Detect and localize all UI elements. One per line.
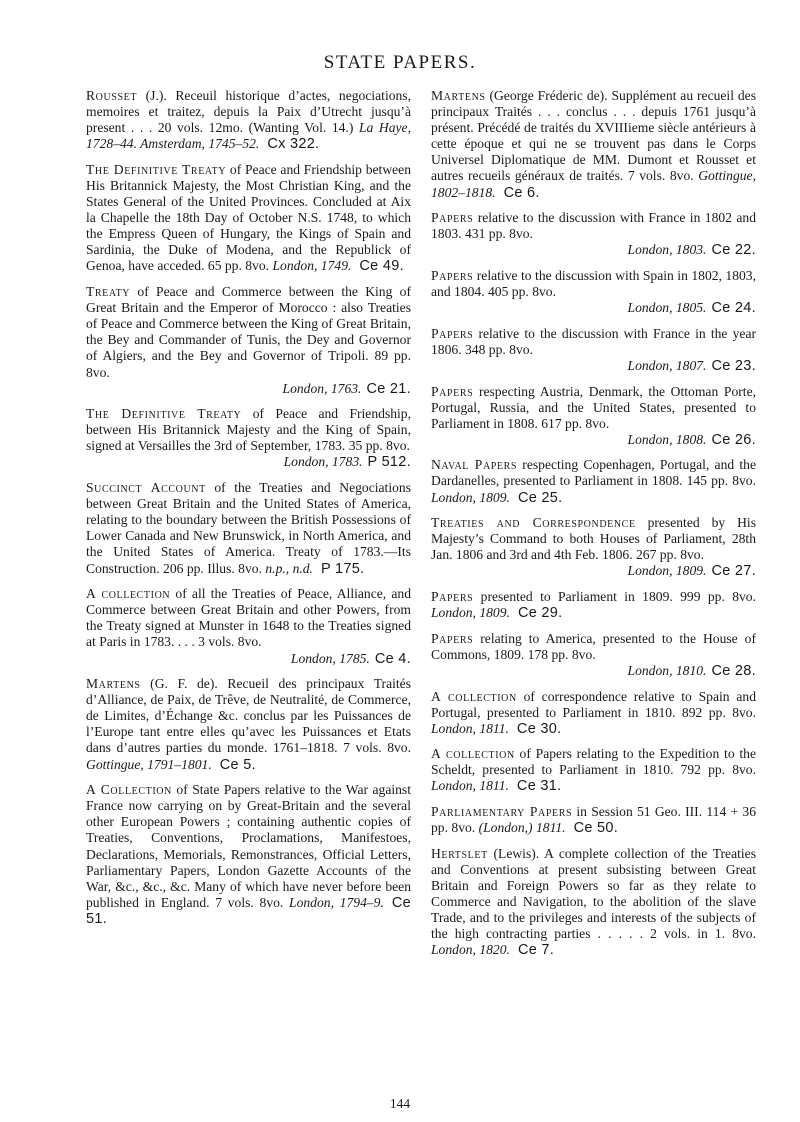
catalog-entry (86, 284, 411, 397)
entry-body: (George Fréderic de). Supplément au recueil des principaux Traités . . . conclus . . . depuis 1761 jusqu’à présent. Précédé de traités du XVIIIieme siècle antérieurs à cette époque et qui ne se trouvent pas dans le Corps Universel Diplomatique de MM. Dumont et Rousset et autres recueils généraux de traités. 7 vols. 8vo. (431, 88, 756, 184)
entry-imprint: London, 1749. (272, 258, 352, 274)
entry-imprint: London, 1808. (627, 431, 707, 447)
shelf-mark: Ce 23. (711, 357, 756, 374)
shelf-mark: Ce 21. (366, 380, 411, 397)
entry-lead: Treaties and Correspondence (431, 515, 636, 531)
catalog-entry (431, 515, 756, 579)
entry-body: (Lewis). A complete collection of the Treaties and Conventions at present subsisting between Great Britain and Foreign Powers so far as they relate to Commerce and Navigation, to the abolition of the slave Trade, and to the privileges and interests of the subjects of the high contracting parties . . . . . 2 vols. in 1. 8vo. (431, 845, 756, 942)
shelf-mark: Cx 322. (267, 136, 320, 153)
entry-lead: Papers (431, 383, 474, 399)
catalog-entry (431, 326, 756, 374)
catalog-entry (431, 589, 756, 621)
entry-body: relative to the discussion with Spain in 1802, 1803, and 1804. 405 pp. 8vo. (431, 267, 756, 300)
entry-imprint: London, 1811. (431, 778, 509, 794)
catalog-entry (86, 480, 411, 577)
catalog-entry (86, 406, 411, 470)
entry-lead: Hertslet (431, 845, 488, 861)
entry-imprint: (London,) 1811. (478, 820, 566, 836)
entry-body: of State Papers relative to the War against France now carrying on by Great-Britain and the several other European Powers ; containing authentic copies of Treaties, Conventions, Proclamations, Manifestoes, Declarations, Memorials, Remonstrances, Official Letters, Parliamentary Papers, London Gazette Accounts of the War, &c., &c., &c. Many of which have never before been published in England. 7 vols. 8vo. (86, 782, 411, 910)
entry-imprint: London, 1809. (627, 563, 707, 579)
entry-imprint: London, 1809. (431, 489, 510, 505)
entry-imprint-line (431, 663, 756, 679)
entry-lead: Papers (431, 630, 474, 646)
entry-body: of correspondence relative to Spain and Portugal, presented to Parliament in 1810. 892 pp. 8vo. (431, 688, 756, 720)
entry-imprint: London, 1783. (283, 454, 363, 470)
shelf-mark: Ce 51. (86, 894, 412, 927)
catalog-entry (431, 88, 756, 201)
entry-body: of Peace and Friendship, between His Britannick Majesty and the King of Spain, signed at Versailles the 3rd of September, 1783. 35 pp. 8vo. (86, 406, 411, 454)
catalog-entry (431, 689, 756, 737)
catalog-entry (431, 268, 756, 316)
catalog-entry (86, 676, 411, 773)
entry-body: of all the Treaties of Peace, Alliance, and Commerce between Great Britain and other Powers, from the Treaty signed at Munster in 1648 to the Treaties signed at Paris in 1783. . . . 3 vols. 8vo. (86, 586, 411, 650)
entry-lead: A collection (431, 688, 517, 704)
shelf-mark: Ce 29. (517, 605, 563, 622)
entry-imprint: La Haye, 1728–44. Amsterdam, 1745–52. (86, 120, 411, 152)
shelf-mark: Ce 6. (503, 184, 540, 201)
entry-imprint-line (431, 563, 756, 579)
entry-imprint: London, 1810. (627, 662, 707, 678)
entry-lead: Naval Papers (431, 457, 518, 473)
catalog-entry (86, 782, 411, 927)
entry-lead: Papers (431, 589, 474, 605)
entry-body: presented to Parliament in 1809. 999 pp. 8vo. (473, 589, 756, 605)
catalog-entry (431, 210, 756, 258)
entry-body: respecting Copenhagen, Portugal, and the Dardanelles, presented to Parliament in 1808. 145 pp. 8vo. (431, 457, 756, 489)
entry-body: (J.). Receuil historique d’actes, negociations, memoires et traitez, depuis la Paix d’Utrecht jusqu’à present . . . 20 vols. 12mo. (Wanting Vol. 14.) (86, 88, 411, 136)
entry-body: of Peace and Friendship between His Britannick Majesty, the Most Christian King, and the States General of the United Provinces. Concluded at Aix la Chapelle the 18th Day of October N.S. 1748, to which the Empress Queen of Hungary, the Kings of Spain and Sardinia, the Duke of Modena, and the Republick of Genoa, have acceded. 65 pp. 8vo. (86, 161, 411, 274)
catalog-entry (431, 804, 756, 836)
running-header: STATE PAPERS. (323, 52, 477, 73)
entry-imprint: London, 1785. (290, 650, 370, 666)
entry-imprint-line (431, 300, 756, 316)
entry-body: of Papers relating to the Expedition to the Scheldt, presented to Parliament in 1810. 792 pp. 8vo. (431, 746, 756, 778)
shelf-mark: Ce 24. (711, 300, 756, 317)
entry-imprint-line (86, 651, 411, 667)
shelf-mark: P 512. (367, 454, 411, 471)
entry-imprint-line (431, 242, 756, 258)
catalog-entry (431, 631, 756, 679)
entry-imprint: Gottingue, 1791–1801. (86, 756, 212, 772)
entry-body: of the Treaties and Negociations between Great Britain and the United States of America, relating to the boundary between the British Possessions of Lower Canada and New Brunswick, in North America, and the United States of America. Treaty of 1783.—Its Construction. 206 pp. Illus. 8vo. (86, 480, 411, 576)
catalog-entry (86, 88, 411, 152)
catalog-entry (431, 384, 756, 448)
entry-imprint-line (86, 381, 411, 397)
shelf-mark: Ce 5. (219, 756, 256, 773)
entry-imprint: London, 1809. (431, 605, 510, 621)
left-column (86, 88, 411, 937)
entry-lead: The Definitive Treaty (86, 406, 242, 422)
entry-lead: A collection (431, 746, 515, 762)
entry-imprint: London, 1803. (627, 242, 707, 258)
entry-body: in Session 51 Geo. III. 114 + 36 pp. 8vo. (431, 804, 756, 836)
entry-body: relating to America, presented to the House of Commons, 1809. 178 pp. 8vo. (431, 630, 756, 662)
shelf-mark: Ce 31. (516, 778, 562, 795)
entry-body: respecting Austria, Denmark, the Ottoman Porte, Portugal, Russia, and the United States, presented to Parliament in 1808. 617 pp. 8vo. (431, 383, 756, 431)
entry-imprint: London, 1807. (627, 357, 707, 373)
right-column (431, 88, 756, 968)
shelf-mark: Ce 49. (359, 258, 404, 275)
catalog-entry (86, 162, 411, 275)
shelf-mark: Ce 30. (516, 720, 562, 737)
shelf-mark: P 175. (320, 560, 365, 577)
entry-lead: The Definitive Treaty (86, 161, 227, 177)
shelf-mark: Ce 26. (711, 431, 756, 448)
catalog-entry (86, 586, 411, 666)
entry-body: relative to the discussion with France in 1802 and 1803. 431 pp. 8vo. (431, 210, 756, 242)
catalog-entry (431, 846, 756, 959)
entry-body: (G. F. de). Recueil des principaux Traités d’Alliance, de Paix, de Trêve, de Neutralité, de Commerce, de Limites, d’Échange &c. conclus par les Puissances de l’Europe tant entre elles qu’avec les Puissances et Etats dans d’autres parties du monde. 1761–1818. 7 vols. 8vo. (86, 676, 411, 756)
shelf-mark: Ce 27. (711, 563, 756, 580)
entry-lead: Rousset (86, 88, 138, 103)
entry-imprint: Gottingue, 1802–1818. (431, 168, 756, 200)
entry-lead: Martens (86, 676, 141, 692)
entry-lead: Papers (431, 325, 474, 341)
entry-lead: Papers (431, 210, 474, 226)
entry-imprint: London, 1811. (431, 720, 509, 736)
entry-imprint: London, 1763. (282, 380, 362, 396)
entry-lead: Parliamentary Papers (431, 804, 573, 820)
entry-body: of Peace and Commerce between the King of Great Britain and the Emperor of Morocco : also Treaties of Peace and Commerce between the King of Great Britain, the Bey and Commander of Tunis, the Dey and Governor of Algiers, and the Bey and Governor of Tripoli. 89 pp. 8vo. (86, 284, 411, 380)
entry-body: presented by His Majesty’s Command to both Houses of Parliament, 28th Jan. 1806 and 3rd and 4th Feb. 1806. 267 pp. 8vo. (431, 515, 756, 563)
entry-imprint: n.p., n.d. (265, 560, 313, 576)
entry-lead: A collection (86, 586, 171, 602)
shelf-mark: Ce 50. (573, 820, 619, 837)
shelf-mark: Ce 28. (711, 662, 756, 679)
page-number: 144 (389, 1096, 411, 1111)
shelf-mark: Ce 25. (517, 489, 563, 506)
entry-lead: Martens (431, 88, 486, 103)
entry-imprint-line (86, 454, 411, 470)
entry-lead: Succinct Account (86, 480, 206, 496)
entry-body: relative to the discussion with France in the year 1806. 348 pp. 8vo. (431, 325, 756, 357)
catalog-entry (431, 746, 756, 794)
shelf-mark: Ce 4. (374, 650, 411, 667)
entry-imprint-line (431, 432, 756, 448)
shelf-mark: Ce 7. (517, 942, 555, 959)
shelf-mark: Ce 22. (711, 242, 756, 259)
entry-imprint: London, 1820. (431, 942, 510, 958)
entry-imprint: London, 1805. (627, 300, 707, 316)
entry-imprint-line (431, 358, 756, 374)
entry-imprint: London, 1794–9. (289, 894, 384, 910)
entry-lead: Treaty (86, 284, 131, 300)
catalog-entry (431, 457, 756, 505)
entry-lead: A Collection (86, 782, 172, 798)
entry-lead: Papers (431, 267, 474, 283)
